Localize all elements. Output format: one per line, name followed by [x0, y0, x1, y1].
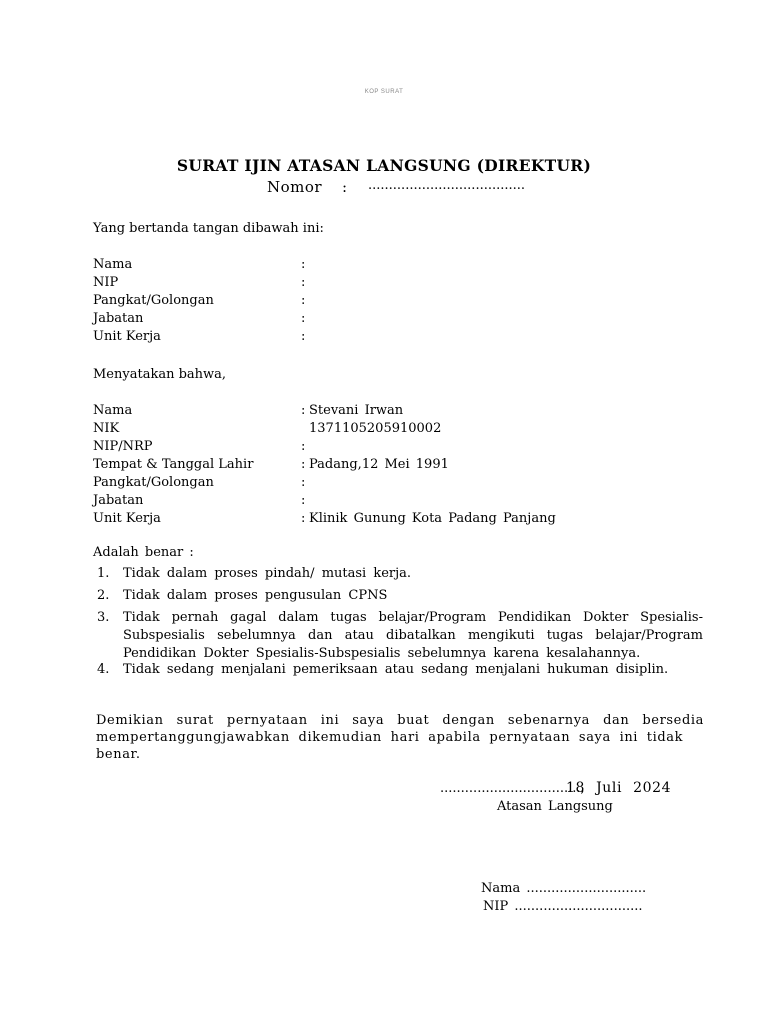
list-text-line: Tidak pernah gagal dalam tugas belajar/Program Pendidikan Dokter Spesialis- [123, 610, 703, 625]
field-colon: : [301, 511, 306, 526]
statement-intro: Menyatakan bahwa, [93, 367, 227, 382]
signature-role: Atasan Langsung [497, 799, 613, 814]
field-label: Pangkat/Golongan [93, 475, 214, 490]
field-colon: : [301, 439, 306, 454]
list-text: Tidak dalam proses pengusulan CPNS [123, 588, 388, 603]
letterhead-placeholder: KOP SURAT [364, 89, 404, 95]
field-label: Nama [93, 403, 133, 418]
signature-name: Nama ............................. [481, 881, 647, 896]
field-value: 1371105205910002 [309, 421, 442, 436]
list-text-line: Subspesialis sebelumnya dan atau dibatalkan mengikuti tugas belajar/Program [123, 628, 703, 643]
field-label: Nama [93, 257, 133, 272]
closing-line: mempertanggungjawabkan dikemudian hari apabila pernyataan saya ini tidak benar. [96, 730, 684, 762]
nomor-value: ...................................... [368, 178, 526, 193]
field-value: Klinik Gunung Kota Padang Panjang [309, 511, 556, 526]
declaration-intro: Adalah benar : [93, 545, 194, 560]
field-label: NIK [93, 421, 120, 436]
list-text: Tidak sedang menjalani pemeriksaan atau sedang menjalani hukuman disiplin. [123, 662, 669, 677]
signature-place: .................................., [440, 781, 585, 796]
field-label: Unit Kerja [93, 329, 161, 344]
field-colon: : [301, 403, 306, 418]
list-number: 4. [97, 662, 110, 677]
field-label: Jabatan [93, 493, 144, 508]
intro-text: Yang bertanda tangan dibawah ini: [93, 221, 324, 236]
list-number: 3. [97, 610, 110, 625]
closing-paragraph [96, 712, 704, 763]
field-colon: : [301, 457, 306, 472]
field-value: Padang,12 Mei 1991 [309, 457, 449, 472]
field-label: Unit Kerja [93, 511, 161, 526]
list-text: Tidak dalam proses pindah/ mutasi kerja. [123, 566, 412, 581]
field-value: Stevani Irwan [309, 403, 404, 418]
list-number: 2. [97, 588, 110, 603]
field-colon: : [301, 293, 306, 308]
field-colon: : [301, 257, 306, 272]
field-colon: : [301, 311, 306, 326]
signature-nip: NIP ............................... [483, 899, 643, 914]
list-text-line: Pendidikan Dokter Spesialis-Subspesialis sebelumnya karena kesalahannya. [123, 646, 641, 661]
field-label: NIP/NRP [93, 439, 153, 454]
closing-line: Demikian surat pernyataan ini saya buat dengan sebenarnya dan bersedia [96, 713, 704, 728]
list-number: 1. [97, 566, 110, 581]
field-label: Tempat & Tanggal Lahir [93, 457, 254, 472]
letter-title: SURAT IJIN ATASAN LANGSUNG (DIREKTUR) [176, 156, 592, 175]
field-label: Pangkat/Golongan [93, 293, 214, 308]
list-text [123, 609, 703, 663]
field-colon: : [301, 475, 306, 490]
field-colon: : [301, 329, 306, 344]
signature-date: 18 Juli 2024 [566, 780, 672, 796]
field-colon: : [301, 493, 306, 508]
field-colon: : [301, 275, 306, 290]
field-label: Jabatan [93, 311, 144, 326]
nomor-label: Nomor [267, 178, 323, 196]
field-label: NIP [93, 275, 119, 290]
nomor-colon: : [342, 178, 348, 196]
